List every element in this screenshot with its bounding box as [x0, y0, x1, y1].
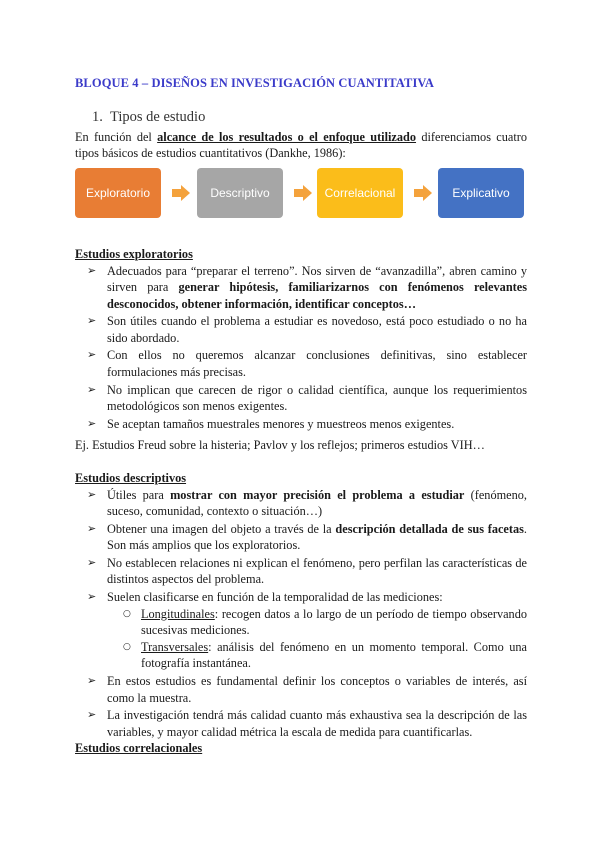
item-term: Transversales [141, 640, 209, 655]
circle-bullet-icon: ○ [123, 608, 131, 619]
item-text: Obtener una imagen del objeto a través de la [107, 522, 336, 537]
flow-box-label: Exploratorio [85, 186, 151, 200]
arrow-bullet-icon: ➢ [87, 264, 97, 277]
right-arrow-icon [414, 185, 432, 201]
item-emphasis: descripción detallada de sus facetas [335, 522, 524, 537]
sublist-item [107, 606, 527, 639]
list-item [75, 382, 527, 415]
section-heading [92, 109, 205, 126]
list-item [75, 673, 527, 706]
arrow-bullet-icon: ➢ [87, 416, 97, 430]
item-text: Suelen clasificarse en función de la temporalidad de las mediciones: [107, 590, 443, 605]
item-text: : análisis del fenómeno en un momento temporal. Como una fotografía instantánea. [141, 640, 527, 671]
intro-text-post: diferenciamos cuatro tipos básicos de estudios cuantitativos (Dankhe, 1986): [75, 130, 527, 160]
list-item [75, 263, 527, 312]
list-exploratorios [75, 263, 527, 433]
heading-descriptivos: Estudios descriptivos [75, 471, 187, 485]
item-text: No establecen relaciones ni explican el fenómeno, pero perfilan las características de distintos aspectos del problema. [107, 556, 527, 587]
arrow-bullet-icon: ➢ [87, 708, 97, 722]
arrow-bullet-icon: ➢ [87, 556, 97, 570]
list-item [75, 416, 527, 432]
list-item [75, 707, 527, 740]
item-text: . Son más amplios que los exploratorios. [107, 522, 527, 553]
study-types-flow [75, 168, 525, 220]
flow-box-descriptivo [197, 168, 283, 218]
list-item [75, 487, 527, 520]
item-text: Son útiles cuando el problema a estudiar es novedoso, está poco estudiado o no ha sido abordado. [107, 314, 527, 345]
item-text: Adecuados para “preparar el terreno”. Nos sirven de “avanzadilla”, abren camino y sirven para [107, 264, 527, 295]
arrow-bullet-icon: ➢ [87, 488, 97, 501]
list-item [75, 555, 527, 588]
list-item [75, 313, 527, 346]
flow-box-explicativo [438, 168, 524, 218]
list-item [75, 589, 527, 671]
arrow-bullet-icon: ➢ [87, 348, 97, 362]
item-emphasis: mostrar con mayor precisión el problema a estudiar [170, 488, 465, 502]
flow-box-label: Explicativo [452, 186, 510, 200]
item-text: Útiles para [107, 488, 171, 502]
right-arrow-icon [172, 185, 190, 201]
item-text: No implican que carecen de rigor o calidad científica, aunque los requerimientos metodológicos son menos exigentes. [107, 382, 527, 413]
intro-paragraph [75, 129, 527, 161]
flow-box-label: Correlacional [324, 186, 396, 200]
list-descriptivos [75, 487, 527, 741]
sublist-temporalidad [107, 606, 527, 672]
right-arrow-icon [294, 185, 312, 201]
item-text: La investigación tendrá más calidad cuanto más exhaustiva sea la descripción de las variables, y mayor calidad métrica la escala de medida para cuantificarlas. [107, 708, 527, 739]
arrow-bullet-icon: ➢ [87, 382, 97, 396]
list-item [75, 347, 527, 380]
section-title: Tipos de estudio [110, 109, 206, 125]
arrow-bullet-icon: ➢ [87, 522, 97, 536]
intro-emphasis: alcance de los resultados o el enfoque utilizado [157, 130, 417, 144]
bloque-title: BLOQUE 4 – DISEÑOS EN INVESTIGACIÓN CUANTITATIVA [75, 76, 435, 90]
item-term: Longitudinales [141, 606, 215, 621]
intro-text-pre: En función del [75, 130, 158, 144]
section-number: 1. [92, 109, 103, 125]
heading-exploratorios: Estudios exploratorios [75, 247, 193, 261]
flow-box-label: Descriptivo [210, 186, 270, 200]
flow-box-exploratorio [75, 168, 161, 218]
heading-correlacionales: Estudios correlacionales [75, 741, 203, 755]
item-text: (fenómeno, suceso, comunidad, contexto o situación…) [107, 488, 527, 519]
list-item [75, 521, 527, 554]
arrow-bullet-icon: ➢ [87, 314, 97, 328]
arrow-bullet-icon: ➢ [87, 674, 97, 688]
sublist-item [107, 639, 527, 672]
example-line: Ej. Estudios Freud sobre la histeria; Pavlov y los reflejos; primeros estudios VIH… [75, 438, 485, 452]
circle-bullet-icon: ○ [123, 642, 131, 653]
flow-box-correlacional [317, 168, 403, 218]
item-emphasis: generar hipótesis, familiarizarnos con fenómenos relevantes desconocidos, obtener información, identificar conceptos… [107, 280, 527, 311]
item-text: Se aceptan tamaños muestrales menores y muestreos menos exigentes. [107, 416, 455, 431]
arrow-bullet-icon: ➢ [87, 590, 97, 604]
item-text: En estos estudios es fundamental definir los conceptos o variables de interés, así como la muestra. [107, 674, 527, 705]
item-text: : recogen datos a lo largo de un período de tiempo observando sucesivas mediciones. [141, 606, 527, 637]
item-text: Con ellos no queremos alcanzar conclusiones definitivas, sino establecer formulaciones más precisas. [107, 348, 527, 379]
